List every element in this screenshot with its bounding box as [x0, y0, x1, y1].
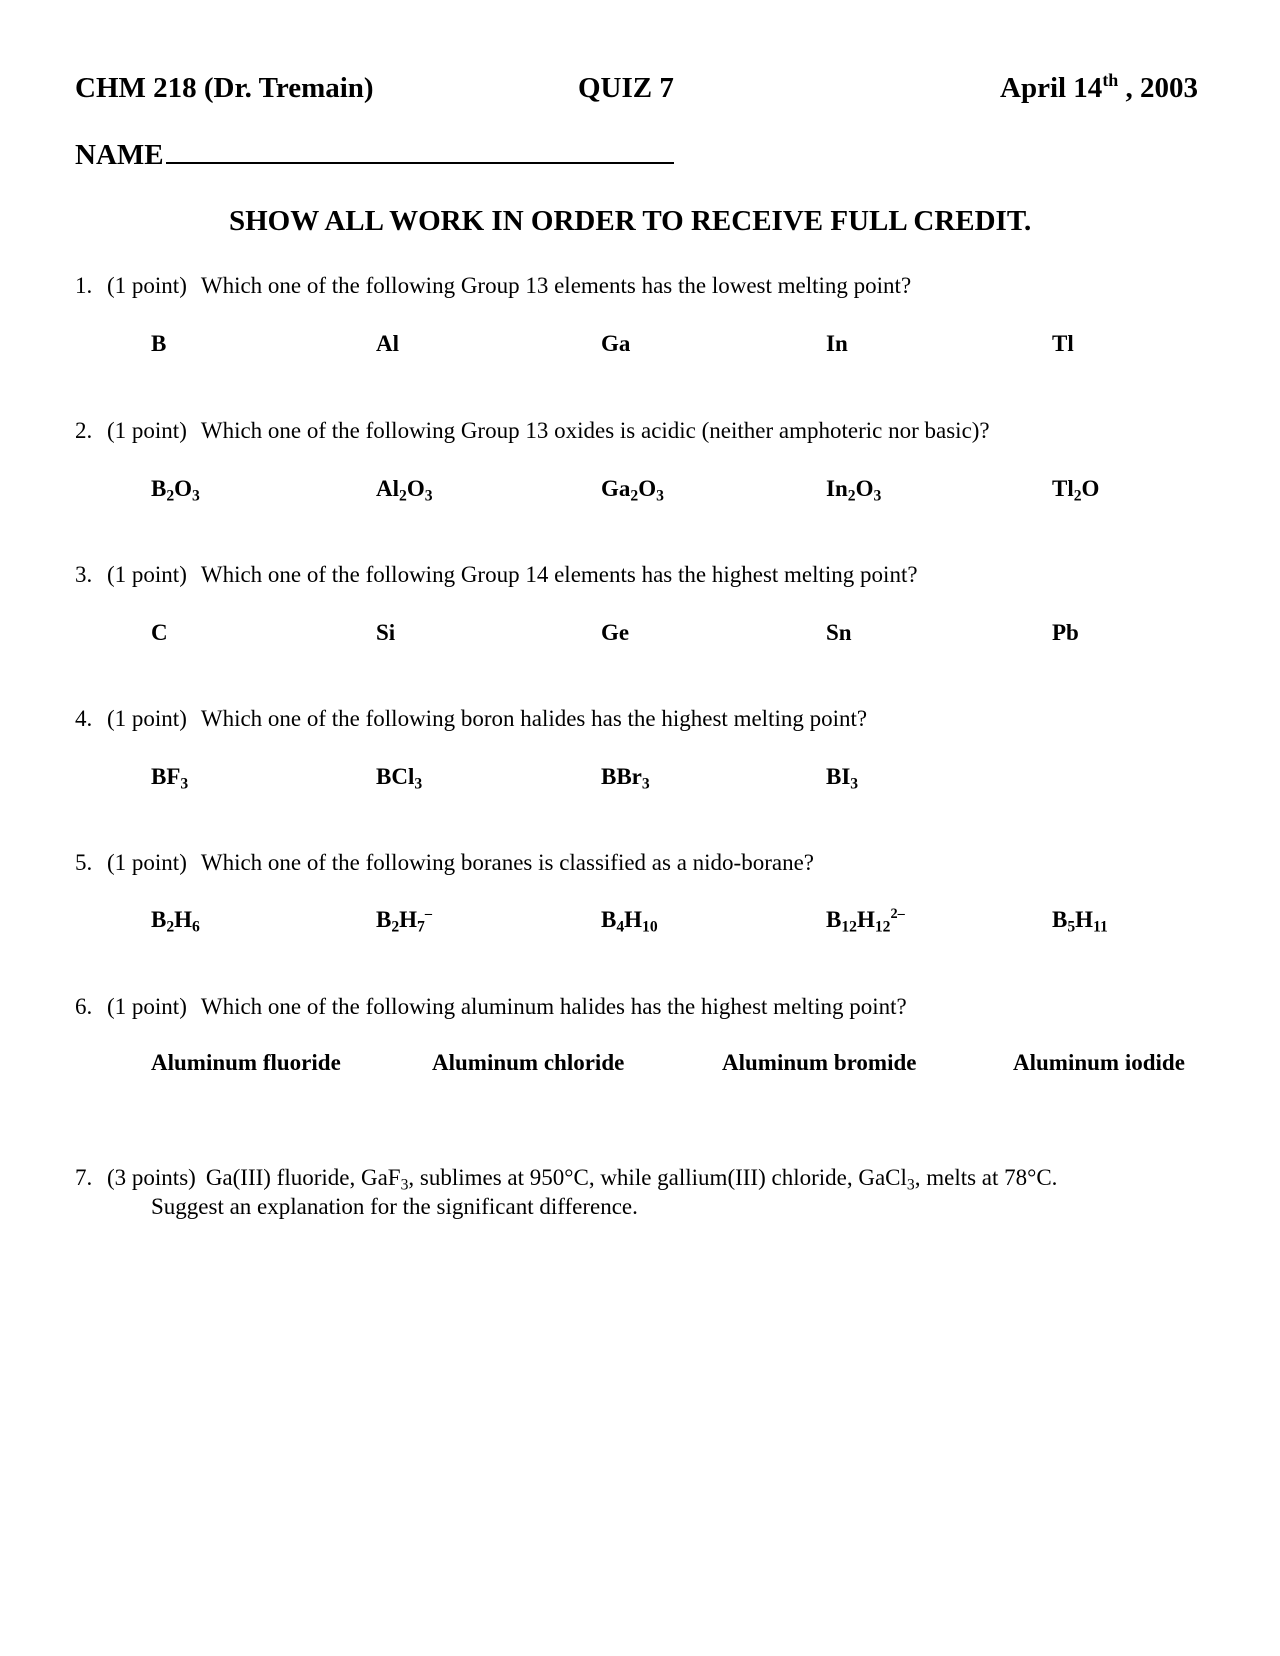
q2-option: $In_2O_3$	[826, 476, 882, 505]
q4-option: $BF_3$	[151, 764, 189, 793]
q6-option: Aluminum chloride	[432, 1050, 625, 1075]
q6-option: Aluminum iodide	[1013, 1050, 1185, 1075]
question-1: 1. (1 point) Which one of the following Group 13 elements has the lowest melting point?	[75, 273, 912, 298]
q6-option: Aluminum bromide	[722, 1050, 917, 1075]
instruction-heading: SHOW ALL WORK IN ORDER TO RECEIVE FULL CREDIT.	[229, 205, 1032, 237]
q3-option: Sn	[826, 620, 852, 645]
q5-option: $B_{12}H_{12}^{2-}$	[826, 906, 905, 936]
q2-option: $Ga_2O_3$	[601, 476, 664, 505]
question-6: 6. (1 point) Which one of the following aluminum halides has the highest melting point?	[75, 994, 907, 1019]
question-2: 2. (1 point) Which one of the following Group 13 oxides is acidic (neither amphoteric nor basic)?	[75, 418, 990, 443]
q4-option: BBr$_3$	[601, 764, 650, 793]
q3-option: C	[151, 620, 168, 645]
name-field[interactable]	[75, 138, 674, 172]
q4-option: BCl$_3$	[376, 764, 423, 793]
q2-option: $B_2O_3$	[151, 476, 200, 505]
q5-option: $B_4H_{10}$	[601, 907, 658, 936]
question-7: 7. (3 points) Ga(III) fluoride, GaF$_3$, sublimes at 950°C, while gallium(III) chloride, GaCl$_3$, melts at 78°C.	[75, 1165, 1058, 1194]
question-7-line-2: Suggest an explanation for the significant difference.	[151, 1194, 638, 1219]
name-blank-line[interactable]	[166, 138, 674, 164]
q3-option: Pb	[1052, 620, 1079, 645]
question-3: 3. (1 point) Which one of the following Group 14 elements has the highest melting point?	[75, 562, 918, 587]
q1-option: Tl	[1052, 331, 1074, 356]
q2-option: $Al_2O_3$	[376, 476, 433, 505]
question-4: 4. (1 point) Which one of the following boron halides has the highest melting point?	[75, 706, 868, 731]
q6-option: Aluminum fluoride	[151, 1050, 341, 1075]
q4-option: $BI_3$	[826, 764, 859, 793]
q3-option: Ge	[601, 620, 630, 645]
question-5: 5. (1 point) Which one of the following boranes is classified as a nido-borane?	[75, 850, 814, 875]
q1-option: Al	[376, 331, 399, 356]
quiz-date: April 14th , 2003	[1000, 69, 1199, 104]
q1-option: Ga	[601, 331, 631, 356]
name-label: NAME	[75, 139, 164, 171]
quiz-title: QUIZ 7	[578, 72, 674, 104]
q1-option: B	[151, 331, 167, 356]
course-title: CHM 218 (Dr. Tremain)	[75, 72, 374, 104]
q5-option: $B_2H_7^-$	[376, 906, 432, 936]
q5-option: $B_5H_{11}$	[1052, 907, 1108, 936]
q2-option: $Tl_2O$	[1052, 476, 1100, 505]
q3-option: Si	[376, 620, 396, 645]
q1-option: In	[826, 331, 848, 356]
q5-option: $B_2H_6$	[151, 907, 200, 936]
